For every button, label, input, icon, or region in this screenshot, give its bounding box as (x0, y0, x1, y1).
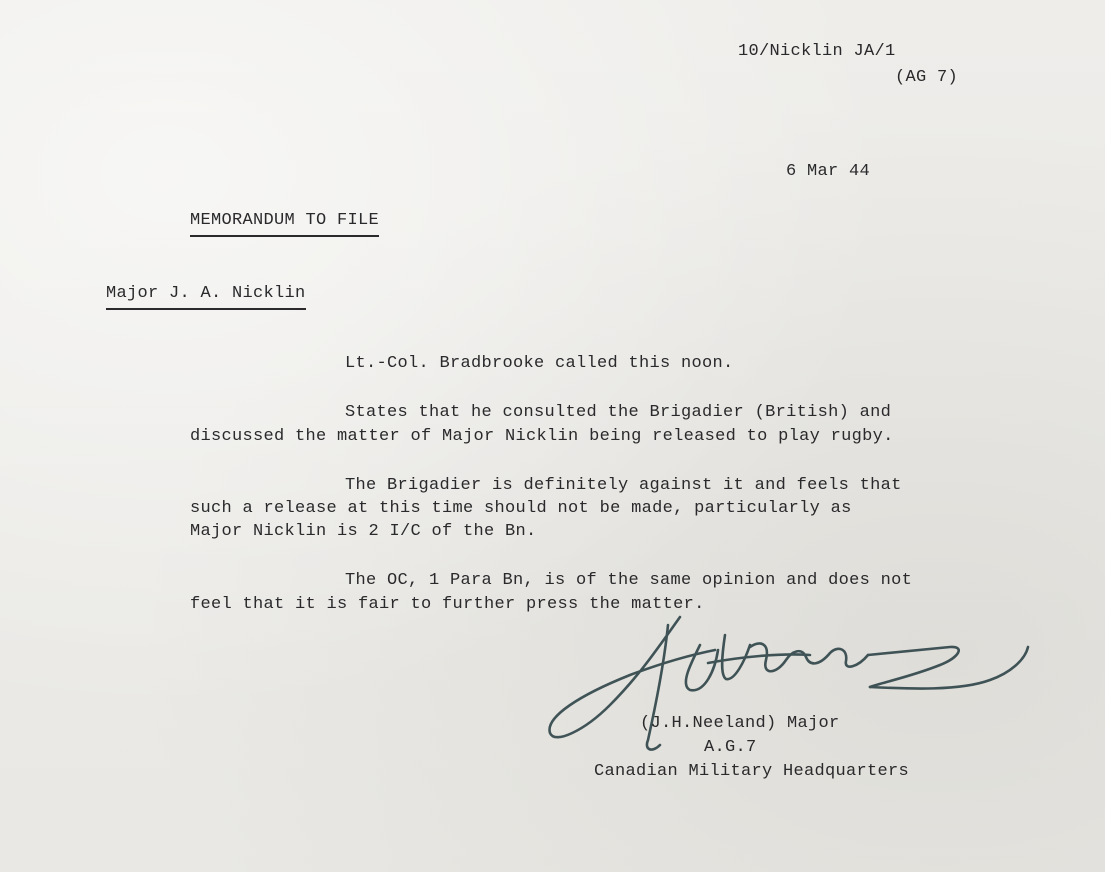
paragraph-2-line-1: States that he consulted the Brigadier (British) and (345, 403, 892, 422)
memo-subject: Major J. A. Nicklin (106, 282, 306, 310)
paragraph-3-line-3: Major Nicklin is 2 I/C of the Bn. (190, 522, 537, 541)
paragraph-4-line-2: feel that it is fair to further press the matter. (190, 595, 705, 614)
file-reference: 10/Nicklin JA/1 (738, 42, 896, 61)
memo-heading: MEMORANDUM TO FILE (190, 209, 379, 237)
memo-date: 6 Mar 44 (786, 162, 871, 181)
paragraph-3-line-1: The Brigadier is definitely against it and feels that (345, 476, 902, 495)
signatory-headquarters: Canadian Military Headquarters (594, 762, 910, 781)
paragraph-2-line-2: discussed the matter of Major Nicklin being released to play rugby. (190, 427, 894, 446)
signatory-name-rank: (J.H.Neeland) Major (640, 714, 840, 733)
paragraph-1-line-1: Lt.-Col. Bradbrooke called this noon. (345, 354, 734, 373)
signatory-unit: A.G.7 (704, 738, 757, 757)
paragraph-3-line-2: such a release at this time should not be made, particularly as (190, 499, 852, 518)
paragraph-4-line-1: The OC, 1 Para Bn, is of the same opinion and does not (345, 571, 913, 590)
branch-reference: (AG 7) (895, 68, 959, 87)
